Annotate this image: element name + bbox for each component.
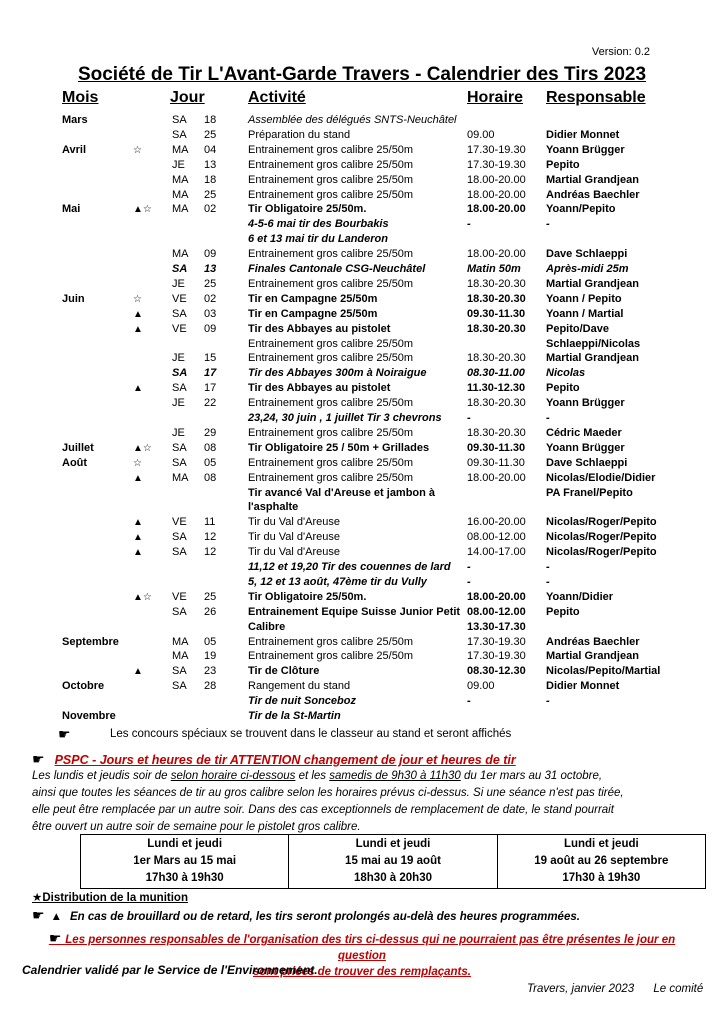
row-time: 17.30-19.30 bbox=[467, 650, 526, 663]
row-activity: Entrainement gros calibre 25/50m bbox=[248, 471, 414, 484]
hours-row bbox=[81, 835, 706, 889]
row-activity: Entrainement gros calibre 25/50m bbox=[248, 397, 414, 410]
calendar-row bbox=[0, 694, 724, 709]
row-date: 23 bbox=[204, 665, 217, 678]
hours-period: 1er Mars au 15 mai bbox=[133, 855, 237, 867]
row-date: 12 bbox=[204, 531, 217, 544]
row-responsible: - bbox=[546, 412, 550, 424]
calendar-row bbox=[0, 113, 724, 128]
row-symbol-icon: ▲☆ bbox=[133, 591, 152, 603]
header-responsable: Responsable bbox=[546, 89, 646, 106]
row-symbol-icon: ▲ bbox=[133, 383, 143, 395]
hours-time: 18h30 à 20h30 bbox=[353, 872, 432, 884]
row-responsible: Schlaeppi/Nicolas bbox=[546, 337, 641, 350]
row-responsible: Pepito bbox=[546, 158, 580, 171]
row-date: 12 bbox=[204, 546, 217, 559]
calendar-row bbox=[0, 337, 724, 352]
hours-cell bbox=[497, 835, 705, 889]
row-symbol-icon: ☆ bbox=[133, 457, 142, 469]
row-date: 11 bbox=[204, 516, 216, 529]
row-weekday: JE bbox=[172, 277, 185, 290]
calendar-row bbox=[0, 307, 724, 322]
calendar-row bbox=[0, 575, 724, 590]
row-date: 03 bbox=[204, 307, 217, 320]
calendar-row bbox=[0, 649, 724, 664]
row-weekday: SA bbox=[172, 665, 187, 678]
row-responsible: Didier Monnet bbox=[546, 128, 620, 141]
row-weekday: MA bbox=[172, 471, 189, 484]
row-date: 08 bbox=[204, 471, 217, 484]
row-activity: Entrainement gros calibre 25/50m bbox=[248, 352, 414, 365]
row-symbol-icon: ▲☆ bbox=[133, 204, 152, 216]
header-horaire: Horaire bbox=[467, 89, 524, 106]
row-weekday: SA bbox=[172, 441, 187, 454]
hours-cell bbox=[289, 835, 497, 889]
row-date: 19 bbox=[204, 650, 217, 663]
row-responsible: Martial Grandjean bbox=[546, 173, 639, 186]
row-symbol-icon: ☆ bbox=[133, 144, 142, 156]
row-symbol-icon: ▲ bbox=[133, 666, 143, 678]
header-jour: Jour bbox=[170, 89, 205, 106]
row-symbol-icon: ▲ bbox=[133, 532, 143, 544]
row-symbol-icon: ☆ bbox=[133, 293, 142, 305]
row-responsible: - bbox=[546, 575, 550, 588]
calendar-row bbox=[0, 396, 724, 411]
row-responsible: Nicolas/Roger/Pepito bbox=[546, 531, 657, 544]
calendar-row bbox=[0, 366, 724, 381]
row-date: 28 bbox=[204, 680, 217, 693]
row-activity: Tir en Campagne 25/50m bbox=[248, 292, 378, 305]
row-weekday: MA bbox=[172, 173, 189, 186]
row-responsible: Pepito/Dave bbox=[546, 322, 609, 335]
pspc-line-2: ainsi que toutes les séances de tir au gros calibre selon les horaires prévus ci-dessus. Si une séance n'est pas tirée, bbox=[32, 787, 624, 799]
row-date: 05 bbox=[204, 456, 217, 469]
row-responsible: Nicolas/Pepito/Martial bbox=[546, 665, 661, 678]
row-responsible: Martial Grandjean bbox=[546, 352, 639, 365]
row-month: Octobre bbox=[62, 680, 105, 693]
row-symbol-icon: ▲ bbox=[133, 547, 143, 559]
calendar-row bbox=[0, 173, 724, 188]
row-date: 13 bbox=[204, 263, 217, 275]
row-time: 18.30-20.30 bbox=[467, 277, 526, 290]
row-weekday: SA bbox=[172, 114, 187, 126]
calendar-row bbox=[0, 277, 724, 292]
row-activity: 11,12 et 19,20 Tir des couennes de lard bbox=[248, 561, 451, 573]
row-activity: Finales Cantonale CSG-Neuchâtel bbox=[248, 263, 426, 275]
row-symbol-icon: ▲☆ bbox=[133, 442, 152, 454]
row-activity: Tir des Abbayes 300m à Noiraigue bbox=[248, 367, 427, 380]
calendar-row bbox=[0, 560, 724, 575]
row-time: 18.30-20.30 bbox=[467, 352, 526, 365]
calendar-row bbox=[0, 351, 724, 366]
calendar-row bbox=[0, 262, 724, 277]
row-activity: Tir du Val d'Areuse bbox=[248, 546, 340, 559]
row-responsible: Martial Grandjean bbox=[546, 650, 639, 663]
special-contests-text: Les concours spéciaux se trouvent dans le classeur au stand et seront affichés bbox=[110, 728, 512, 740]
calendar-row bbox=[0, 381, 724, 396]
pspc-line-3: elle peut être remplacée par un autre soir. Dans des cas exceptionnels de remplacement de date, le stand pourrait bbox=[32, 804, 614, 816]
signature-author: Le comité bbox=[653, 983, 704, 995]
calendar-row bbox=[0, 515, 724, 530]
calendar-row bbox=[0, 471, 724, 486]
row-month: Mars bbox=[62, 114, 88, 126]
row-date: 13 bbox=[204, 158, 217, 171]
row-weekday: MA bbox=[172, 248, 189, 261]
row-date: 29 bbox=[204, 426, 217, 439]
row-responsible: Yoann/Didier bbox=[546, 590, 614, 603]
row-weekday: JE bbox=[172, 397, 185, 410]
pointing-hand-icon: ☛ bbox=[58, 726, 71, 742]
row-time: - bbox=[467, 218, 471, 231]
row-time: 16.00-20.00 bbox=[467, 516, 526, 529]
row-time: 09.30-11.30 bbox=[467, 441, 526, 454]
calendar-row bbox=[0, 664, 724, 679]
row-activity: Entrainement gros calibre 25/50m bbox=[248, 173, 414, 186]
row-responsible: Yoann / Martial bbox=[546, 307, 624, 320]
calendar-row bbox=[0, 709, 724, 724]
row-month: Juillet bbox=[62, 441, 94, 454]
row-responsible: Nicolas/Roger/Pepito bbox=[546, 546, 657, 559]
row-date: 15 bbox=[204, 352, 217, 365]
header-activite: Activité bbox=[248, 89, 306, 106]
row-activity: Entrainement gros calibre 25/50m bbox=[248, 158, 414, 171]
row-activity: Entrainement gros calibre 25/50m bbox=[248, 650, 414, 663]
row-weekday: SA bbox=[172, 367, 188, 380]
calendar-row bbox=[0, 441, 724, 456]
row-weekday: SA bbox=[172, 546, 187, 559]
row-responsible: Yoann Brügger bbox=[546, 397, 625, 410]
row-weekday: MA bbox=[172, 188, 189, 201]
row-responsible: Martial Grandjean bbox=[546, 277, 639, 290]
row-time: 11.30-12.30 bbox=[467, 382, 526, 395]
row-date: 09 bbox=[204, 322, 217, 335]
pspc-title-text: PSPC - Jours et heures de tir ATTENTION changement de jour et heures de tir bbox=[54, 753, 516, 767]
row-weekday: SA bbox=[172, 605, 187, 618]
hours-period: 19 août au 26 septembre bbox=[534, 855, 669, 867]
pointing-hand-icon: ☛ bbox=[32, 751, 45, 767]
row-activity: Entrainement gros calibre 25/50m bbox=[248, 143, 414, 156]
hours-days: Lundi et jeudi bbox=[147, 838, 223, 850]
row-activity: Préparation du stand bbox=[248, 128, 351, 141]
row-date: 02 bbox=[204, 203, 217, 216]
row-date: 25 bbox=[204, 277, 217, 290]
row-activity: Tir avancé Val d'Areuse et jambon à bbox=[248, 486, 436, 499]
row-time: 18.00-20.00 bbox=[467, 590, 526, 603]
row-activity: Tir du Val d'Areuse bbox=[248, 531, 340, 544]
hours-days: Lundi et jeudi bbox=[563, 838, 639, 850]
row-date: 26 bbox=[204, 605, 217, 618]
row-weekday: JE bbox=[172, 158, 185, 171]
calendar-row bbox=[0, 605, 724, 620]
row-activity: Tir des Abbayes au pistolet bbox=[248, 322, 391, 335]
responsible-note-line-1: Les personnes responsables de l'organisation des tirs ci-dessus qui ne pourraient pas être présentes le jour en question bbox=[65, 934, 676, 962]
pspc-line-1: Les lundis et jeudis soir de selon horaire ci-dessous et les samedis de 9h30 à 11h30 du 1er mars au 31 octobre, bbox=[32, 770, 603, 782]
hours-period: 15 mai au 19 août bbox=[345, 855, 441, 867]
calendar-row bbox=[0, 322, 724, 337]
row-weekday: SA bbox=[172, 680, 187, 693]
row-responsible: Didier Monnet bbox=[546, 680, 620, 693]
hours-time: 17h30 à 19h30 bbox=[145, 872, 224, 884]
row-weekday: MA bbox=[172, 203, 189, 216]
row-activity: 23,24, 30 juin , 1 juillet Tir 3 chevrons bbox=[248, 412, 442, 424]
row-responsible: Yoann/Pepito bbox=[546, 203, 616, 216]
row-responsible: Dave Schlaeppi bbox=[546, 248, 628, 261]
row-time: 18.30-20.30 bbox=[467, 397, 526, 410]
calendar-row bbox=[0, 486, 724, 501]
row-date: 18 bbox=[204, 114, 217, 126]
row-date: 09 bbox=[204, 248, 217, 261]
row-time: 18.00-20.00 bbox=[467, 248, 526, 261]
validation-note: Calendrier validé par le Service de l'Environnement. bbox=[22, 963, 318, 977]
row-responsible: Pepito bbox=[546, 382, 580, 395]
row-responsible: Nicolas bbox=[546, 367, 586, 380]
calendar-row bbox=[0, 590, 724, 605]
row-symbol-icon: ▲ bbox=[133, 308, 143, 320]
row-month: Avril bbox=[62, 143, 87, 156]
row-activity: Rangement du stand bbox=[248, 680, 351, 693]
row-activity: Tir de nuit Sonceboz bbox=[248, 695, 356, 708]
row-activity: Entrainement gros calibre 25/50m bbox=[248, 248, 414, 261]
row-activity: 4-5-6 mai tir des Bourbakis bbox=[248, 218, 389, 231]
row-time: - bbox=[467, 412, 471, 424]
row-time: 18.00-20.00 bbox=[467, 173, 526, 186]
row-time: 08.00-12.00 bbox=[467, 605, 526, 618]
pspc-hours-table bbox=[80, 834, 706, 889]
row-weekday: JE bbox=[172, 352, 185, 365]
pspc-paragraph bbox=[32, 768, 692, 836]
row-time: 18.00-20.00 bbox=[467, 188, 526, 201]
row-weekday: MA bbox=[172, 143, 189, 156]
responsible-note-line-2: sont priées de trouver des remplaçants. bbox=[253, 966, 471, 978]
calendar-row bbox=[0, 202, 724, 217]
row-weekday: VE bbox=[172, 516, 187, 529]
row-month: Novembre bbox=[62, 710, 116, 722]
row-time: 17.30-19.30 bbox=[467, 635, 526, 648]
row-responsible: Andréas Baechler bbox=[546, 188, 640, 201]
calendar-row bbox=[0, 217, 724, 232]
row-activity: Calibre bbox=[248, 620, 286, 633]
row-time: 18.00-20.00 bbox=[467, 203, 526, 216]
row-date: 17 bbox=[204, 382, 217, 395]
row-responsible: Yoann Brügger bbox=[546, 441, 625, 454]
row-responsible: Dave Schlaeppi bbox=[546, 456, 628, 469]
row-responsible: Cédric Maeder bbox=[546, 426, 622, 439]
calendar-row bbox=[0, 545, 724, 560]
signature-place: Travers, janvier 2023 bbox=[527, 983, 635, 995]
row-date: 25 bbox=[204, 128, 217, 141]
row-time: 17.30-19.30 bbox=[467, 143, 526, 156]
row-responsible: - bbox=[546, 695, 550, 708]
calendar-row bbox=[0, 456, 724, 471]
row-activity: Entrainement gros calibre 25/50m bbox=[248, 456, 414, 469]
row-weekday: VE bbox=[172, 292, 187, 305]
calendar-row bbox=[0, 292, 724, 307]
distribution-note bbox=[32, 890, 188, 904]
star-icon: ★ bbox=[32, 892, 43, 904]
row-month: Septembre bbox=[62, 635, 119, 648]
row-month: Juin bbox=[62, 292, 85, 305]
pointing-hand-icon: ☛ bbox=[32, 907, 45, 923]
triangle-icon: ▲ bbox=[50, 911, 62, 923]
row-time: 09.30-11.30 bbox=[467, 307, 526, 320]
header-mois: Mois bbox=[62, 89, 99, 106]
row-responsible: Andréas Baechler bbox=[546, 635, 640, 648]
row-activity: Assemblée des délégués SNTS-Neuchâtel bbox=[248, 114, 457, 126]
calendar-row bbox=[0, 128, 724, 143]
row-time: 08.30-11.00 bbox=[467, 367, 525, 380]
row-activity: 6 et 13 mai tir du Landeron bbox=[248, 233, 388, 246]
row-activity: Tir Obligatoire 25/50m. bbox=[248, 590, 367, 603]
row-date: 05 bbox=[204, 635, 217, 648]
row-month: Août bbox=[62, 456, 88, 469]
row-activity: Tir de la St-Martin bbox=[248, 710, 341, 722]
row-weekday: MA bbox=[172, 635, 189, 648]
row-time: 14.00-17.00 bbox=[467, 546, 526, 559]
signature bbox=[527, 983, 703, 995]
row-responsible: Yoann Brügger bbox=[546, 143, 625, 156]
pointing-hand-icon: ☛ bbox=[48, 930, 66, 946]
row-activity: Tir du Val d'Areuse bbox=[248, 516, 340, 529]
row-time: 09.30-11.30 bbox=[467, 456, 525, 469]
hours-time: 17h30 à 19h30 bbox=[562, 872, 641, 884]
calendar-row bbox=[0, 620, 724, 635]
calendar-row bbox=[0, 143, 724, 158]
hours-cell bbox=[81, 835, 289, 889]
row-time: 18.00-20.00 bbox=[467, 471, 526, 484]
calendar-row bbox=[0, 232, 724, 247]
row-time: 08.30-12.30 bbox=[467, 665, 526, 678]
row-month: Mai bbox=[62, 203, 81, 216]
row-time: Matin 50m bbox=[467, 263, 521, 275]
row-date: 02 bbox=[204, 292, 217, 305]
page-title: Société de Tir L'Avant-Garde Travers - Calendrier des Tirs 2023 bbox=[77, 64, 647, 85]
calendar-row bbox=[0, 500, 724, 515]
row-weekday: SA bbox=[172, 456, 187, 469]
row-date: 17 bbox=[204, 367, 217, 380]
row-activity: 5, 12 et 13 août, 47ème tir du Vully bbox=[248, 575, 427, 588]
row-activity: Entrainement Equipe Suisse Junior Petit bbox=[248, 605, 461, 618]
row-activity: Tir Obligatoire 25/50m. bbox=[248, 203, 367, 216]
row-date: 08 bbox=[204, 441, 217, 454]
row-time: 18.30-20.30 bbox=[467, 426, 526, 439]
row-date: 04 bbox=[204, 143, 217, 156]
row-weekday: MA bbox=[172, 650, 189, 663]
row-time: 09.00 bbox=[467, 680, 495, 693]
row-activity: Tir Obligatoire 25 / 50m + Grillades bbox=[248, 441, 430, 454]
row-symbol-icon: ▲ bbox=[133, 517, 143, 529]
row-symbol-icon: ▲ bbox=[133, 472, 143, 484]
row-weekday: SA bbox=[172, 382, 187, 395]
row-responsible: - bbox=[546, 561, 550, 573]
row-weekday: SA bbox=[172, 263, 188, 275]
row-time: - bbox=[467, 561, 471, 573]
pspc-line-4: être ouvert un autre soir de semaine pour le pistolet gros calibre. bbox=[32, 821, 361, 833]
row-activity: Entrainement gros calibre 25/50m bbox=[248, 337, 414, 350]
version-label: Version: 0.2 bbox=[591, 46, 650, 58]
row-time: 08.00-12.00 bbox=[467, 531, 526, 544]
row-symbol-icon: ▲ bbox=[133, 323, 143, 335]
row-time: - bbox=[467, 575, 471, 588]
row-weekday: SA bbox=[172, 128, 187, 141]
distribution-text: Distribution de la munition bbox=[42, 892, 188, 904]
row-responsible: Pepito bbox=[546, 605, 580, 618]
fog-note bbox=[32, 907, 580, 924]
row-activity: l'asphalte bbox=[248, 501, 299, 514]
row-responsible: Après-midi 25m bbox=[546, 263, 629, 275]
row-activity: Tir des Abbayes au pistolet bbox=[248, 382, 391, 395]
row-activity: Tir de Clôture bbox=[248, 665, 320, 678]
row-activity: Entrainement gros calibre 25/50m bbox=[248, 635, 414, 648]
calendar-row bbox=[0, 635, 724, 650]
fog-note-text: En cas de brouillard ou de retard, les tirs seront prolongés au-delà des heures programmées. bbox=[69, 911, 580, 923]
row-activity: Entrainement gros calibre 25/50m bbox=[248, 277, 414, 290]
row-activity: Entrainement gros calibre 25/50m bbox=[248, 188, 414, 201]
row-date: 22 bbox=[204, 397, 217, 410]
hours-days: Lundi et jeudi bbox=[355, 838, 431, 850]
row-responsible: Yoann / Pepito bbox=[546, 292, 622, 305]
row-weekday: VE bbox=[172, 590, 187, 603]
row-date: 18 bbox=[204, 173, 217, 186]
pspc-title bbox=[32, 751, 516, 768]
calendar-row bbox=[0, 158, 724, 173]
calendar-row bbox=[0, 411, 724, 426]
calendar-row bbox=[0, 530, 724, 545]
calendar-row bbox=[0, 188, 724, 203]
row-activity: Tir en Campagne 25/50m bbox=[248, 307, 378, 320]
row-time: 09.00 bbox=[467, 128, 495, 141]
row-time: 13.30-17.30 bbox=[467, 620, 526, 633]
calendar-row bbox=[0, 679, 724, 694]
row-time: 18.30-20.30 bbox=[467, 292, 526, 305]
row-time: - bbox=[467, 695, 471, 708]
row-date: 25 bbox=[204, 590, 217, 603]
row-responsible: Nicolas/Roger/Pepito bbox=[546, 516, 657, 529]
row-responsible: - bbox=[546, 218, 550, 231]
calendar-row bbox=[0, 426, 724, 441]
row-weekday: JE bbox=[172, 426, 185, 439]
row-weekday: VE bbox=[172, 322, 187, 335]
row-responsible: PA Franel/Pepito bbox=[546, 486, 633, 499]
row-responsible: Nicolas/Elodie/Didier bbox=[546, 471, 656, 484]
calendar-row bbox=[0, 247, 724, 262]
row-date: 25 bbox=[204, 188, 217, 201]
row-weekday: SA bbox=[172, 531, 187, 544]
row-time: 17.30-19.30 bbox=[467, 158, 526, 171]
row-activity: Entrainement gros calibre 25/50m bbox=[248, 426, 414, 439]
row-weekday: SA bbox=[172, 307, 187, 320]
row-time: 18.30-20.30 bbox=[467, 322, 526, 335]
